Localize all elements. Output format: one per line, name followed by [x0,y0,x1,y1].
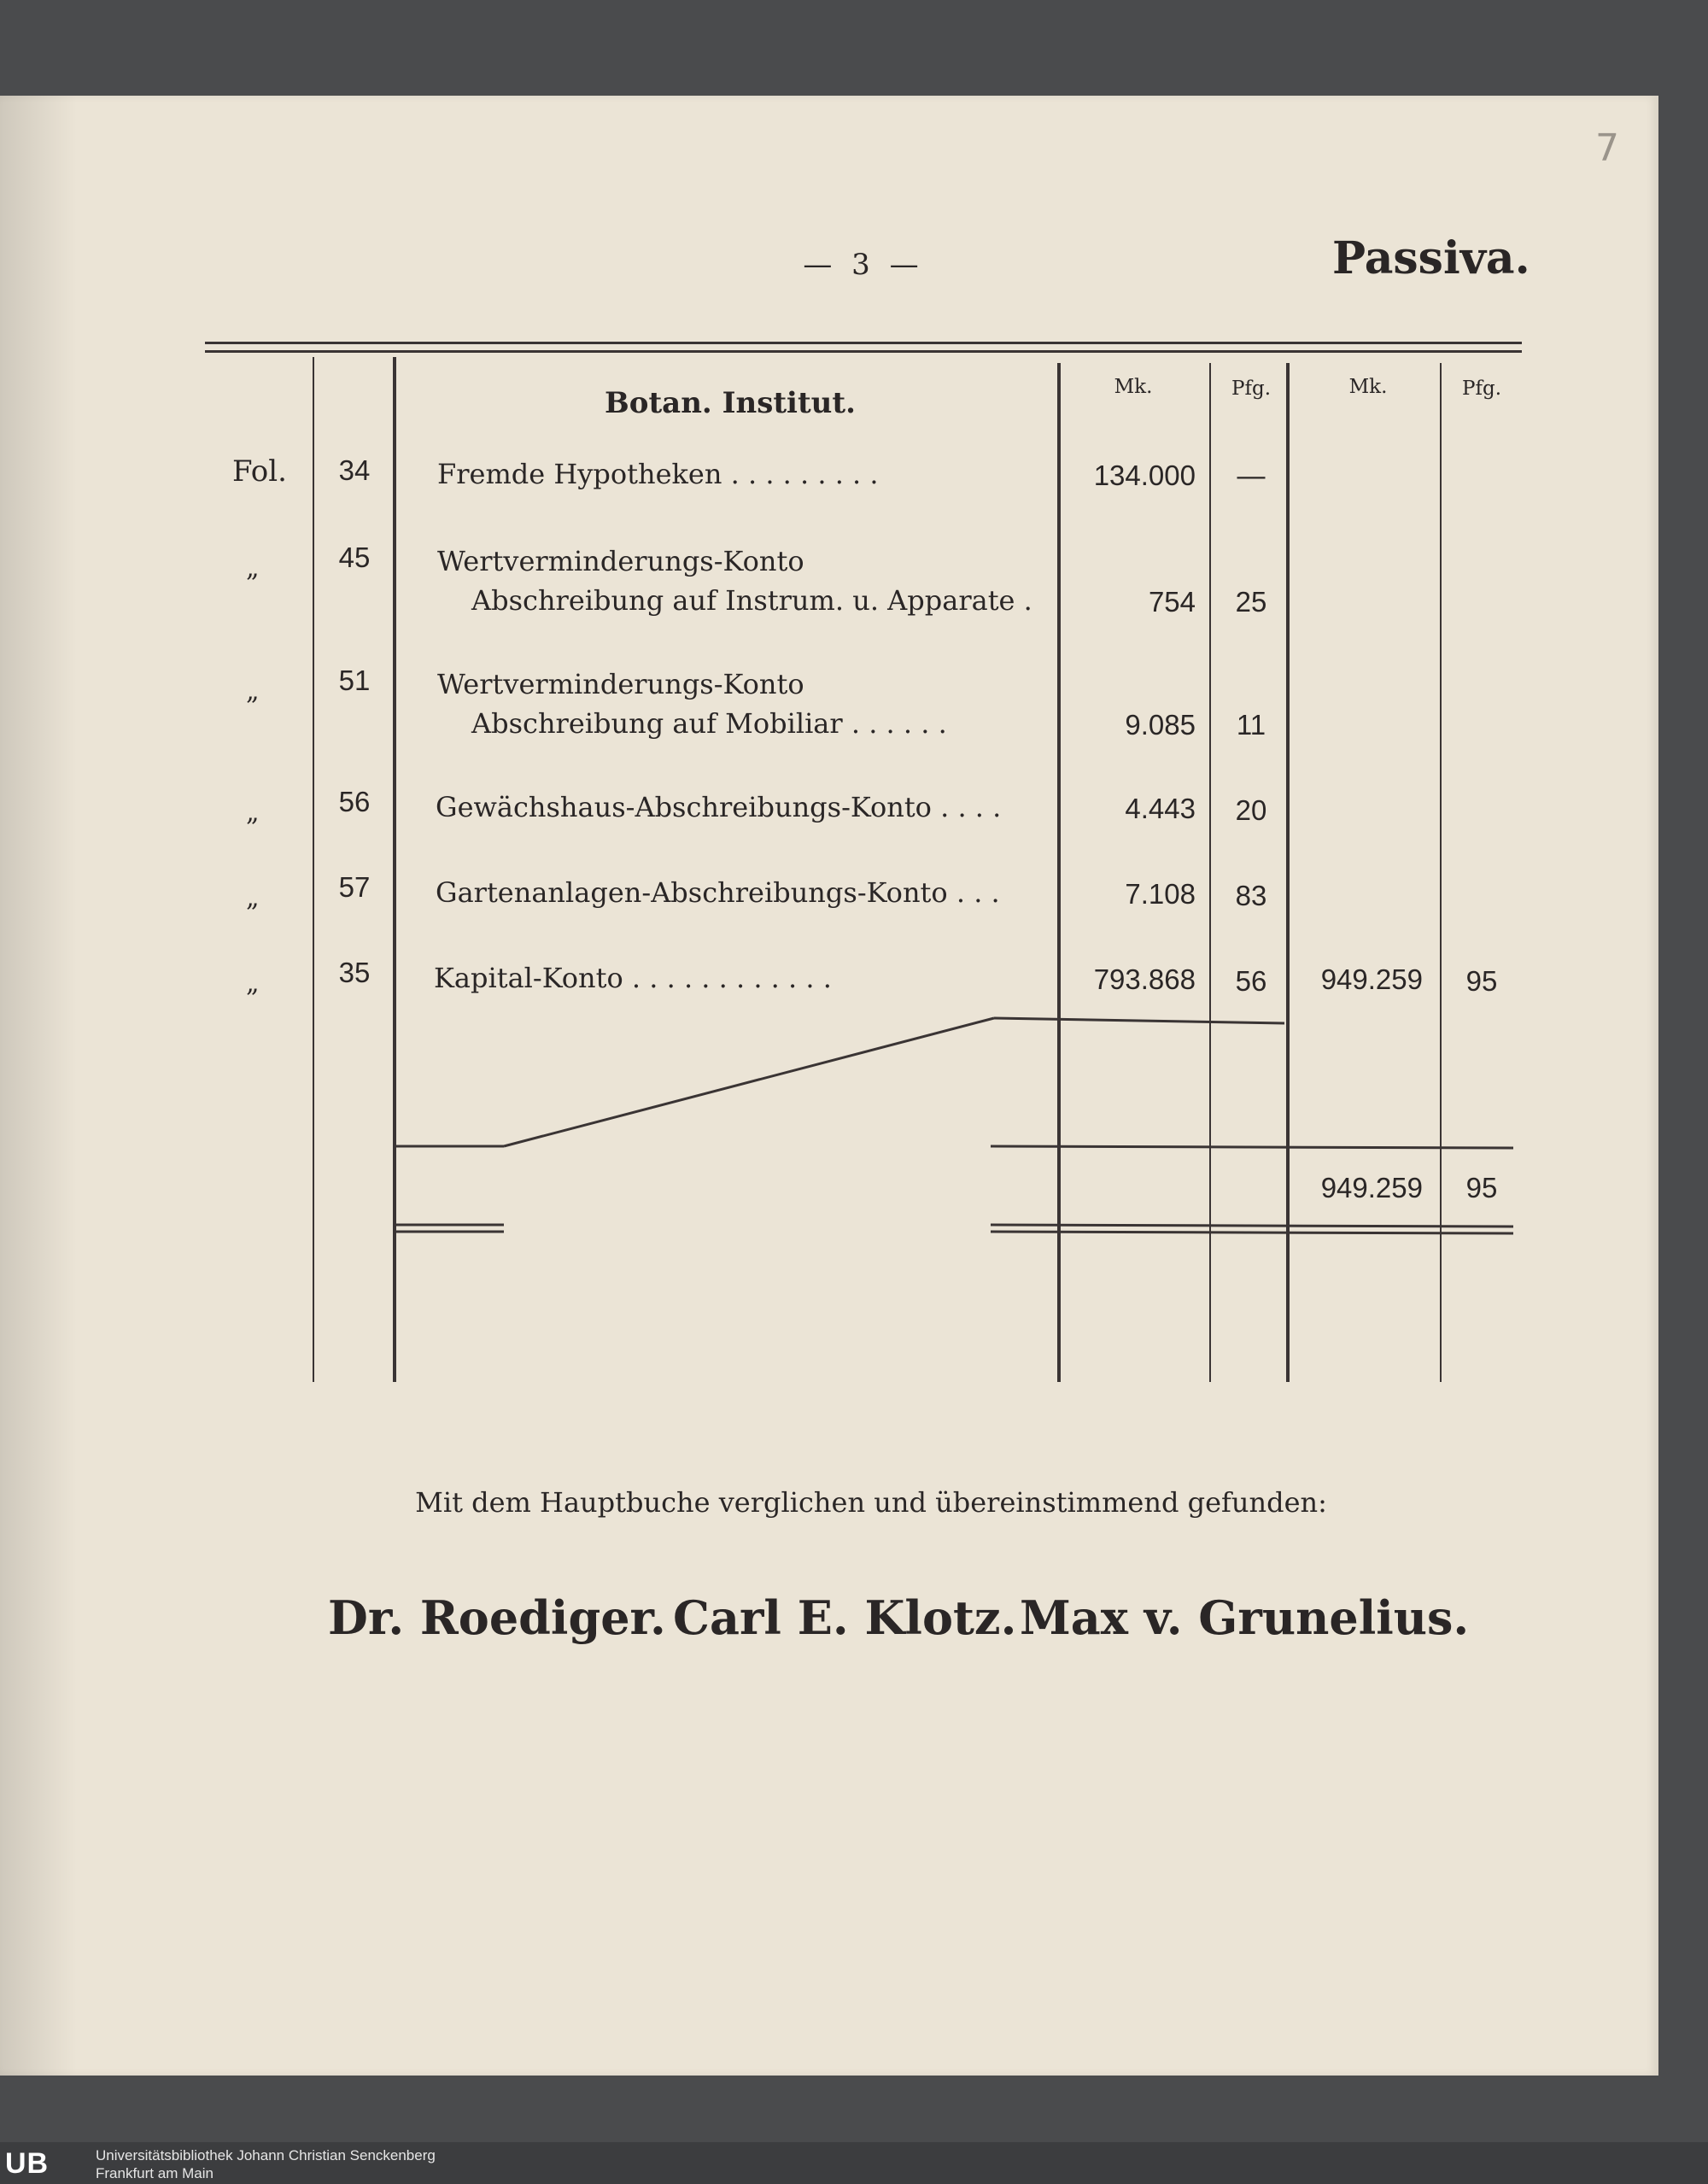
row-desc: Fremde Hypotheken . . . . . . . . . [437,458,879,490]
ub-logo: UB [5,2147,50,2180]
col-header-pfg-1: Pfg. [1231,378,1272,400]
col-header-mk-1: Mk. [1114,376,1153,398]
row-nr: 34 [338,454,371,486]
section-title: Passiva. [1332,232,1530,284]
verification-statement: Mit dem Hauptbuche verglichen und übereinstimmend gefunden: [415,1486,1327,1519]
signature-grunelius: Max v. Grunelius. [1020,1590,1470,1645]
row-mk: 4.443 [1125,793,1196,824]
row-mk: 134.000 [1093,460,1196,491]
library-location: Frankfurt am Main [96,2165,214,2181]
row-desc-line2: Abschreibung auf Mobiliar . . . . . . [471,707,947,740]
col-header-pfg-2: Pfg. [1461,378,1502,400]
row-pfg: 25 [1235,586,1267,618]
page-number: — 3 — [803,248,924,282]
row-pfg-2: 95 [1465,965,1498,997]
row-desc: Kapital-Konto . . . . . . . . . . . . [434,962,832,994]
row-pfg: 11 [1236,709,1266,741]
row-fol: „ [246,969,260,998]
row-nr: 56 [338,786,371,817]
total-mk: 949.259 [1320,1172,1423,1203]
signature-roediger: Dr. Roediger. [328,1590,666,1645]
row-nr: 45 [338,542,371,573]
row-pfg: 20 [1235,794,1267,826]
pencil-page-mark: 7 [1595,126,1619,170]
row-mk: 7.108 [1125,878,1196,910]
row-mk: 793.868 [1093,963,1196,995]
total-pfg: 95 [1465,1172,1498,1203]
row-pfg: 83 [1235,880,1267,911]
signature-klotz: Carl E. Klotz. [673,1590,1017,1645]
row-fol: Fol. [232,454,287,489]
library-footer [0,2142,1708,2184]
row-fol: „ [246,883,260,913]
col-header-mk-2: Mk. [1348,376,1388,398]
row-desc-line1: Wertverminderungs-Konto [437,668,804,700]
row-desc-line1: Wertverminderungs-Konto [437,545,804,577]
row-nr: 57 [338,871,371,903]
institute-title: Botan. Institut. [605,386,856,420]
library-name: Universitätsbibliothek Johann Christian Senckenberg [96,2147,436,2164]
row-mk: 9.085 [1125,709,1196,741]
row-desc: Gartenanlagen-Abschreibungs-Konto . . . [436,876,1000,909]
row-desc: Gewächshaus-Abschreibungs-Konto . . . . [436,791,1002,823]
row-fol: „ [246,798,260,828]
row-desc-line2: Abschreibung auf Instrum. u. Apparate . [471,584,1032,617]
row-fol: „ [246,676,260,706]
row-pfg: — [1237,460,1266,491]
row-mk: 754 [1148,586,1196,618]
row-fol: „ [246,553,260,583]
row-nr: 51 [338,665,371,696]
row-nr: 35 [338,957,371,988]
row-mk-2: 949.259 [1320,963,1423,995]
row-pfg: 56 [1235,965,1267,997]
